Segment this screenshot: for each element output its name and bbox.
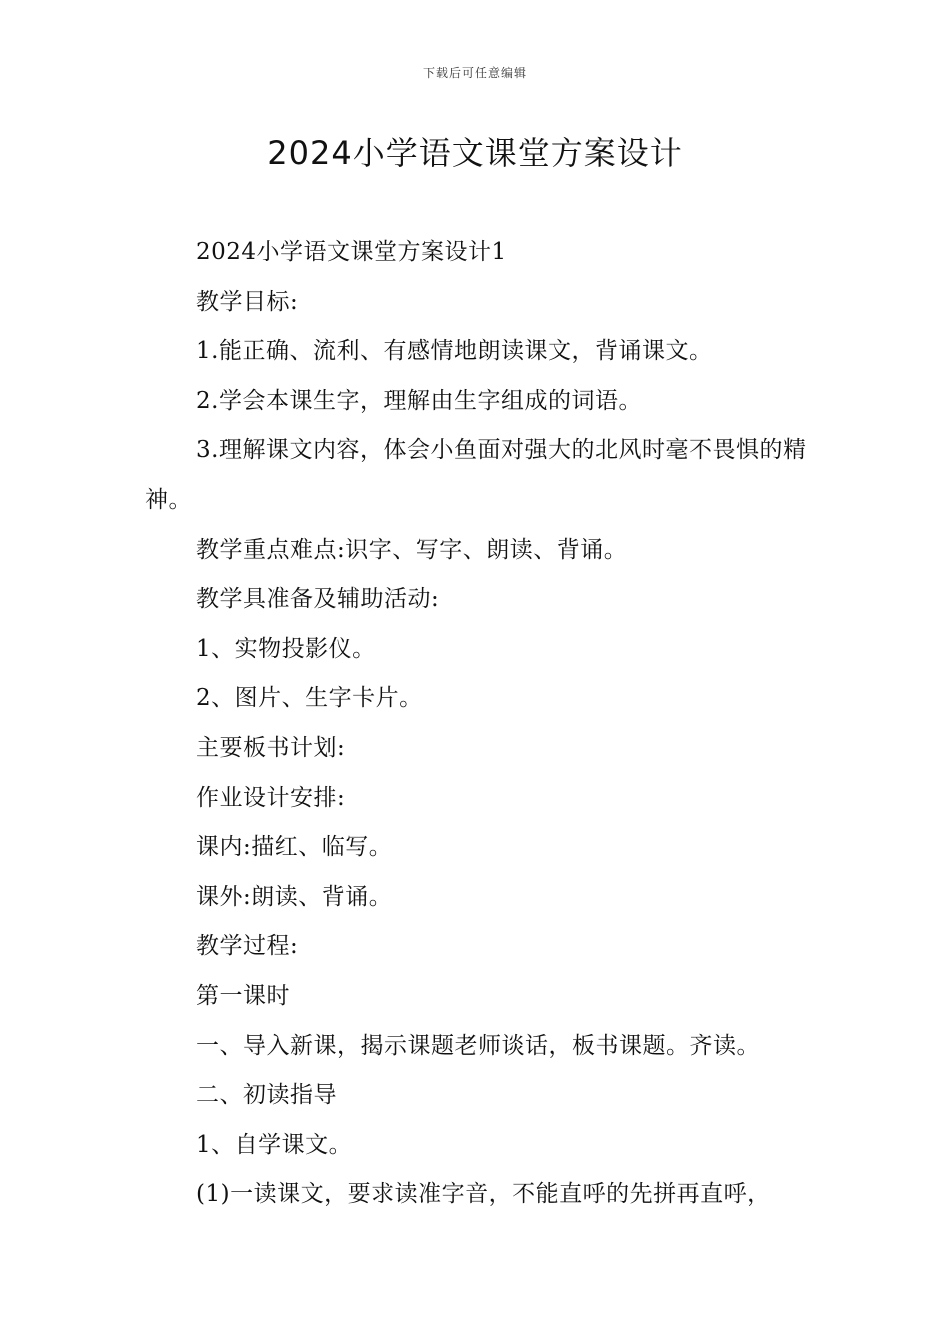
paragraph: 作业设计安排: <box>196 784 346 811</box>
paragraph: 二、初读指导 <box>196 1082 337 1109</box>
paragraph: 2.学会本课生字，理解由生字组成的词语。 <box>196 387 642 414</box>
paragraph: 1、自学课文。 <box>196 1131 353 1158</box>
paragraph: 教学过程: <box>196 933 299 960</box>
document-title: 2024小学语文课堂方案设计 <box>267 134 683 172</box>
paragraph: 课外:朗读、背诵。 <box>196 883 393 910</box>
document-body <box>145 228 825 1220</box>
section-heading: 2024小学语文课堂方案设计1 <box>196 239 507 265</box>
paragraph: 教学重点难点:识字、写字、朗读、背诵。 <box>196 536 628 563</box>
paragraph: 第一课时 <box>196 982 290 1009</box>
paragraph: 主要板书计划: <box>196 734 346 761</box>
paragraph: 课内:描红、临写。 <box>196 834 393 861</box>
paragraph: 1.能正确、流利、有感情地朗读课文，背诵课文。 <box>196 338 713 365</box>
paragraph: 教学目标: <box>196 288 299 315</box>
paragraph: 教学具准备及辅助活动: <box>196 586 440 613</box>
paragraph: 3.理解课文内容，体会小鱼面对强大的北风时毫不畏惧的精神。 <box>145 437 807 513</box>
paragraph: 一、导入新课，揭示课题老师谈话，板书课题。齐读。 <box>196 1032 760 1059</box>
paragraph: 2、图片、生字卡片。 <box>196 685 423 712</box>
download-note: 下载后可任意编辑 <box>422 66 527 80</box>
paragraph: 1、实物投影仪。 <box>196 635 376 662</box>
paragraph: (1)一读课文，要求读准字音，不能直呼的先拼再直呼， <box>196 1181 771 1208</box>
